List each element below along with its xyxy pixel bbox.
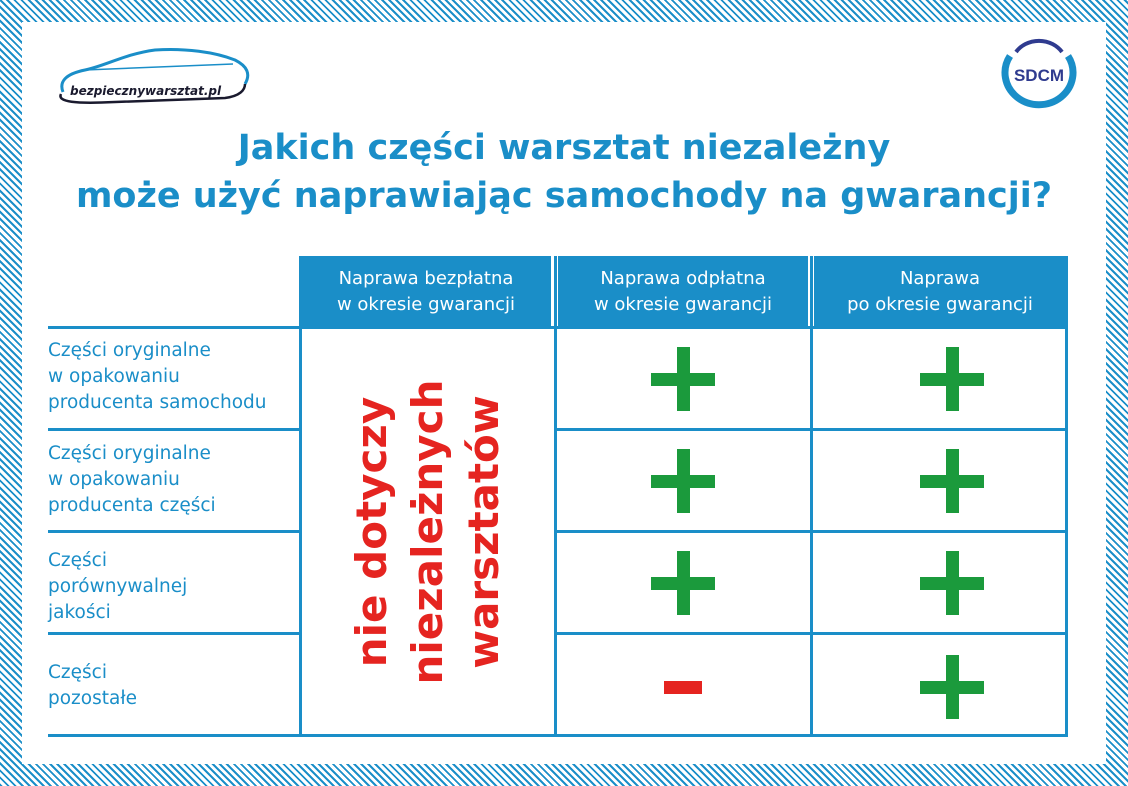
column-header-line: w okresie gwarancji <box>336 294 516 315</box>
page-title <box>0 124 1128 220</box>
column-header-free-warranty <box>301 256 551 328</box>
site-logo-text: bezpiecznywarsztat.pl <box>70 84 222 98</box>
grid-line <box>48 326 1068 329</box>
plus-icon <box>651 347 715 411</box>
row-label-other-parts <box>48 660 298 712</box>
column-header-line: Naprawa odpłatna <box>600 268 766 289</box>
sdcm-logo-text: SDCM <box>1013 66 1065 85</box>
not-applicable-cell <box>302 328 554 735</box>
title-line-2: może użyć naprawiając samochody na gwarancji? <box>75 176 1053 216</box>
row-label-line: producenta samochodu <box>48 392 267 413</box>
row-label-line: pozostałe <box>48 688 137 709</box>
not-applicable-line: nie dotyczy <box>347 396 396 667</box>
not-applicable-line: niezależnych <box>403 379 452 684</box>
plus-icon-bar <box>946 449 959 513</box>
plus-icon-bar <box>677 449 690 513</box>
row-label-line: porównywalnej <box>48 576 188 597</box>
row-label-original-car-maker <box>48 338 298 416</box>
row-label-line: jakości <box>48 602 111 623</box>
column-header-line: w okresie gwarancji <box>593 294 773 315</box>
grid-line <box>48 530 301 533</box>
row-label-line: w opakowaniu <box>48 366 180 387</box>
plus-icon <box>920 347 984 411</box>
grid-line <box>554 256 557 737</box>
grid-line <box>48 734 1068 737</box>
plus-icon-bar <box>946 655 959 719</box>
row-label-line: Części <box>48 550 107 571</box>
column-header-line: Naprawa <box>899 268 981 289</box>
column-header-line: po okresie gwarancji <box>847 294 1033 315</box>
plus-icon <box>920 655 984 719</box>
row-label-comparable-quality <box>48 548 298 626</box>
minus-icon <box>664 681 702 694</box>
plus-icon-bar <box>946 551 959 615</box>
plus-icon <box>920 551 984 615</box>
plus-icon-bar <box>677 551 690 615</box>
grid-line <box>48 632 301 635</box>
row-label-line: Części oryginalne <box>48 443 211 464</box>
plus-icon <box>651 449 715 513</box>
grid-line <box>1065 256 1068 737</box>
title-line-1: Jakich części warsztat niezależny <box>237 128 891 168</box>
not-applicable-line: warsztatów <box>459 394 508 669</box>
plus-icon-bar <box>677 347 690 411</box>
row-label-original-part-maker <box>48 441 298 519</box>
row-label-line: Części <box>48 662 107 683</box>
parts-table <box>48 256 1068 738</box>
grid-line <box>810 256 813 737</box>
column-header-paid-warranty <box>558 256 808 328</box>
row-label-line: w opakowaniu <box>48 469 180 490</box>
not-applicable-text <box>344 328 512 735</box>
column-header-line: Naprawa bezpłatna <box>338 268 514 289</box>
plus-icon <box>651 551 715 615</box>
row-label-line: Części oryginalne <box>48 340 211 361</box>
sdcm-logo <box>996 38 1082 110</box>
row-label-line: producenta części <box>48 495 216 516</box>
plus-icon <box>920 449 984 513</box>
column-header-after-warranty <box>814 256 1066 328</box>
grid-line <box>48 428 301 431</box>
plus-icon-bar <box>946 347 959 411</box>
